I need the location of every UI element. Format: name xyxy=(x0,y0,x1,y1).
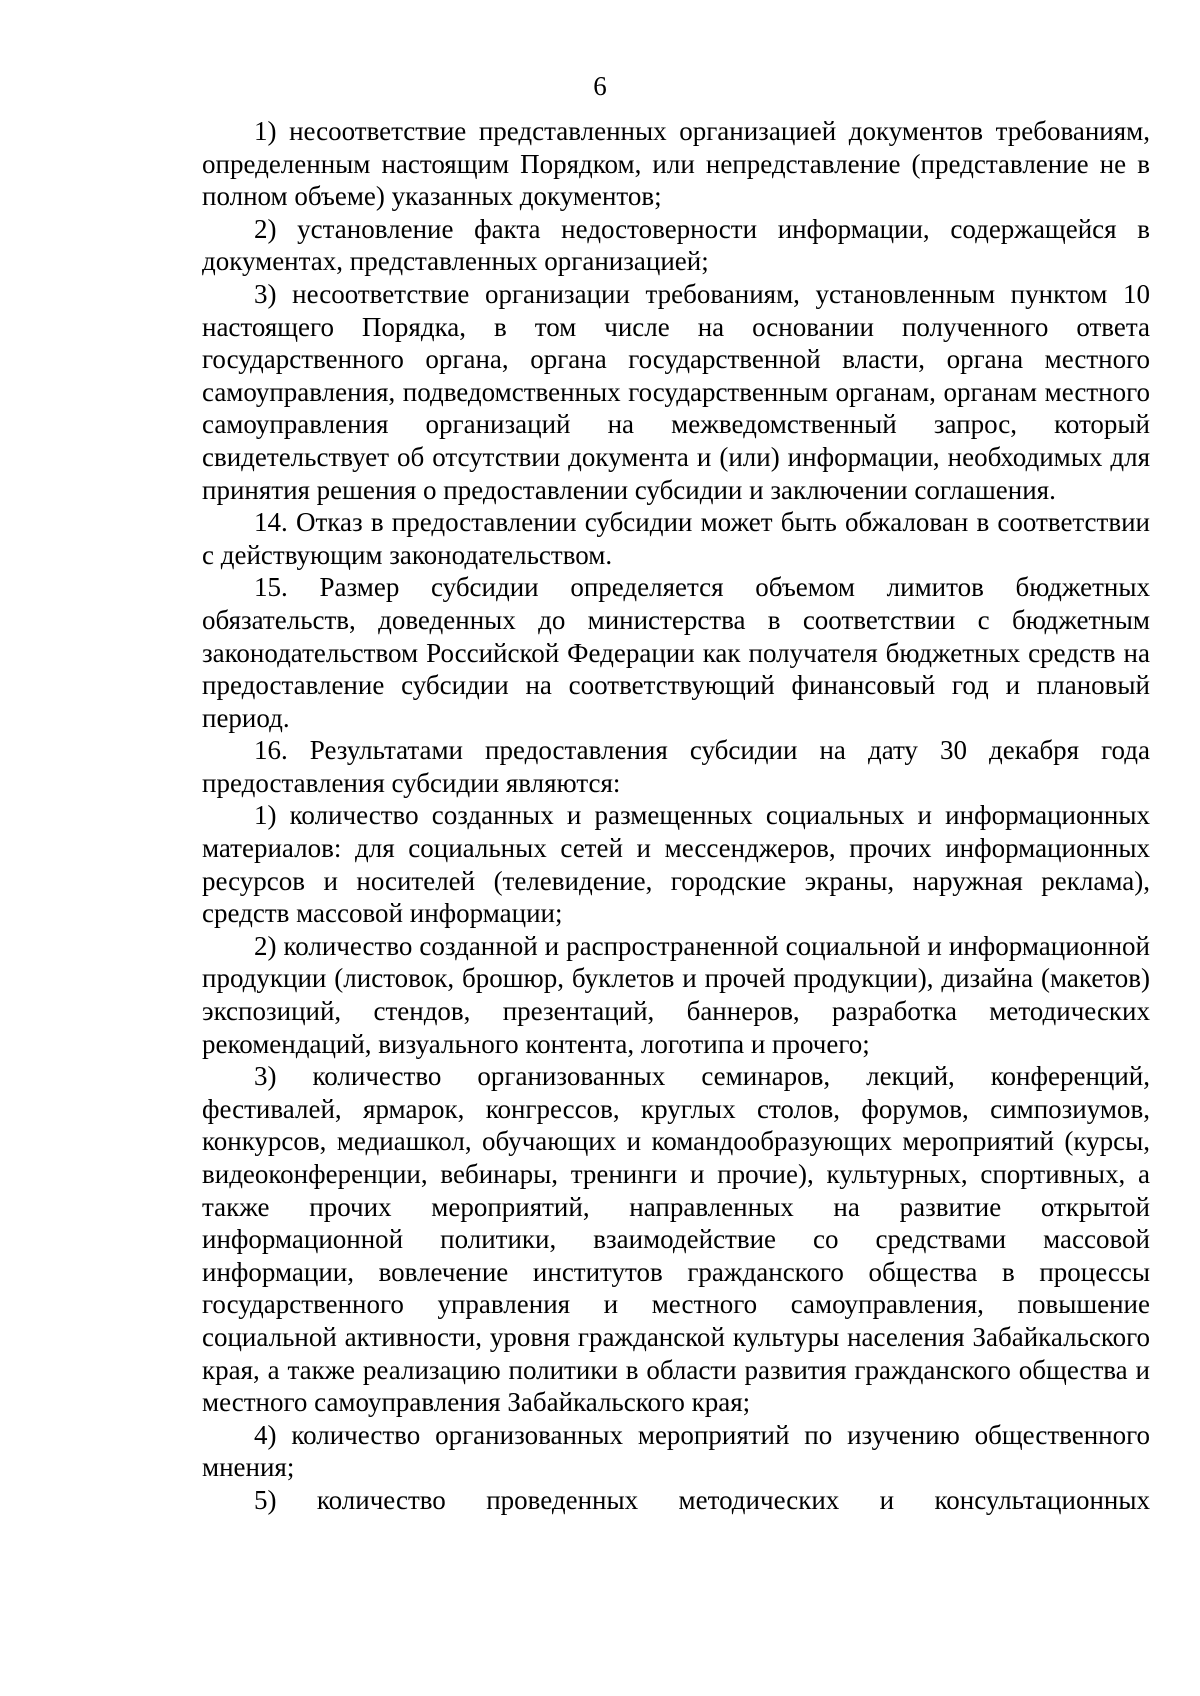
page-number: 6 xyxy=(593,71,607,101)
result-item-3-events: 3) количество организованных семинаров, лекций, конференций, фестивалей, ярмарок, конгрессов, круглых столов, форумов, симпозиумов, конкурсов, медиашкол, обучающих и командообразующих мероприятий (курсы, видеоконференции, вебинары, тренинги и прочие), культурных, спортивных, а также прочих мероприятий, направленных на развитие открытой информационной политики, взаимодействие со средствами массовой информации, вовлечение институтов гражданского общества в процессы государственного управления и местного самоуправления, повышение социальной активности, уровня гражданской культуры населения Забайкальского края, а также реализацию политики в области развития гражданского общества и местного самоуправления Забайкальского края; xyxy=(202,1061,1150,1418)
paragraph-16-results: 16. Результатами предоставления субсидии на дату 30 декабря года предоставления субсидии являются: xyxy=(202,735,1150,798)
paragraph-14-appeal: 14. Отказ в предоставлении субсидии может быть обжалован в соответствии с действующим законодательством. xyxy=(202,507,1150,570)
paragraph-15-subsidy-amount: 15. Размер субсидии определяется объемом лимитов бюджетных обязательств, доведенных до министерства в соответствии с бюджетным законодательством Российской Федерации как получателя бюджетных средств на предоставление субсидии на соответствующий финансовый год и плановый период. xyxy=(202,572,1150,733)
result-item-1-materials: 1) количество созданных и размещенных социальных и информационных материалов: для социальных сетей и мессенджеров, прочих информационных ресурсов и носителей (телевидение, городские экраны, наружная реклама), средств массовой информации; xyxy=(202,800,1150,929)
paragraph-item-1-nonconformity-documents: 1) несоответствие представленных организацией документов требованиям, определенным настоящим Порядком, или непредставление (представление не в полном объеме) указанных документов; xyxy=(202,116,1150,212)
document-body xyxy=(202,115,1150,1517)
result-item-4-opinion-research: 4) количество организованных мероприятий по изучению общественного мнения; xyxy=(202,1419,1150,1483)
paragraph-item-3-nonconformity-organization: 3) несоответствие организации требованиям, установленным пунктом 10 настоящего Порядка, в том числе на основании полученного ответа государственного органа, органа государственной власти, органа местного самоуправления, подведомственных государственным органам, органам местного самоуправления организаций на межведомственный запрос, который свидетельствует об отсутствии документа и (или) информации, необходимых для принятия решения о предоставлении субсидии и заключении соглашения. xyxy=(202,278,1150,505)
paragraph-item-2-unreliable-information: 2) установление факта недостоверности информации, содержащейся в документах, представленных организацией; xyxy=(202,213,1150,277)
result-item-5-consultations: 5) количество проведенных методических и консультационных xyxy=(254,1484,1150,1515)
result-item-2-products: 2) количество созданной и распространенной социальной и информационной продукции (листовок, брошюр, буклетов и прочей продукции), дизайна (макетов) экспозиций, стендов, презентаций, баннеров, разработка методических рекомендаций, визуального контента, логотипа и прочего; xyxy=(202,930,1150,1059)
